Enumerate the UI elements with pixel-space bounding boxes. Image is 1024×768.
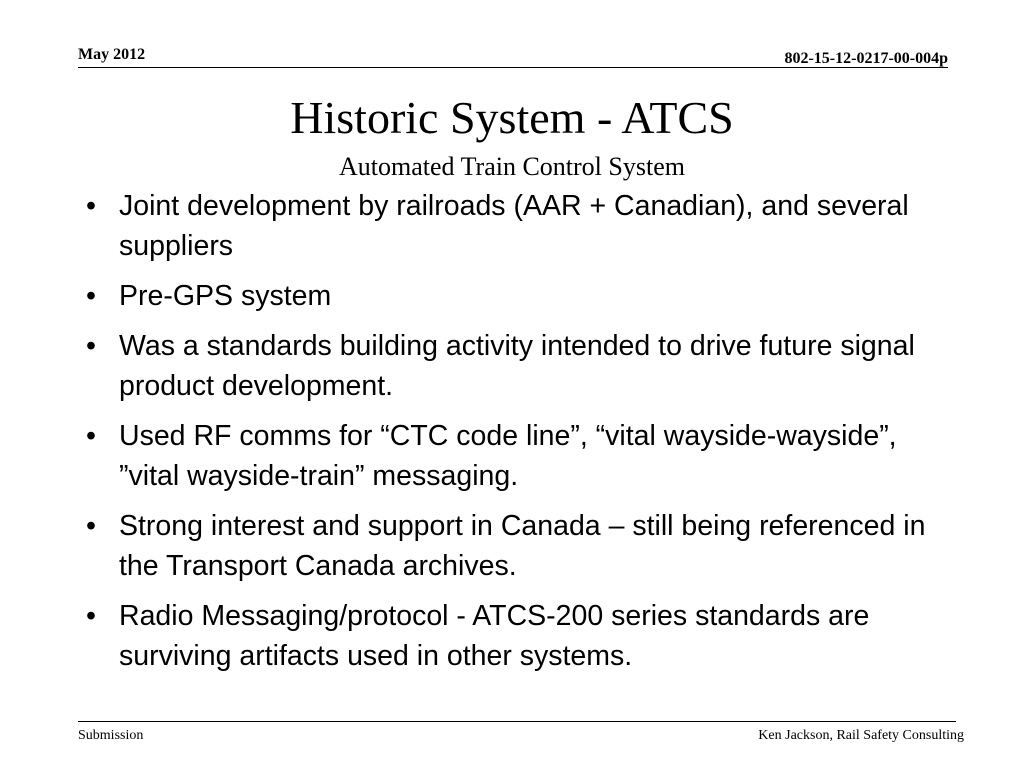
bullet-item <box>78 416 938 496</box>
bullet-item <box>78 506 938 586</box>
bullet-marker: • <box>86 280 96 312</box>
bullet-marker: • <box>86 330 96 362</box>
footer-author: Ken Jackson, Rail Safety Consulting <box>758 728 964 743</box>
bullet-text: Used RF comms for “CTC code line”, “vital wayside-wayside”, ”vital wayside-train” messaging. <box>119 420 897 492</box>
bullet-marker: • <box>86 600 96 632</box>
header-document-id: 802-15-12-0217-00-004p <box>784 50 948 67</box>
bullet-item <box>78 596 938 676</box>
bullet-item <box>78 186 938 266</box>
bullet-text: Was a standards building activity intended to drive future signal product development. <box>119 330 915 402</box>
bullet-text: Pre-GPS system <box>119 280 332 312</box>
bullet-text: Strong interest and support in Canada – still being referenced in the Transport Canada archives. <box>119 510 926 582</box>
bullet-text: Radio Messaging/protocol - ATCS-200 series standards are surviving artifacts used in other systems. <box>119 600 870 672</box>
bullet-list <box>78 186 938 686</box>
footer-submission: Submission <box>78 728 144 743</box>
slide-subtitle: Automated Train Control System <box>339 152 685 181</box>
bullet-text: Joint development by railroads (AAR + Canadian), and several suppliers <box>119 190 909 262</box>
bullet-marker: • <box>86 190 96 222</box>
bullet-marker: • <box>86 510 96 542</box>
footer-divider <box>78 721 956 722</box>
slide-title: Historic System - ATCS <box>290 92 734 143</box>
bullet-item <box>78 276 938 316</box>
bullet-item <box>78 326 938 406</box>
header-date: May 2012 <box>78 46 146 63</box>
bullet-marker: • <box>86 420 96 452</box>
header-divider <box>78 67 948 68</box>
